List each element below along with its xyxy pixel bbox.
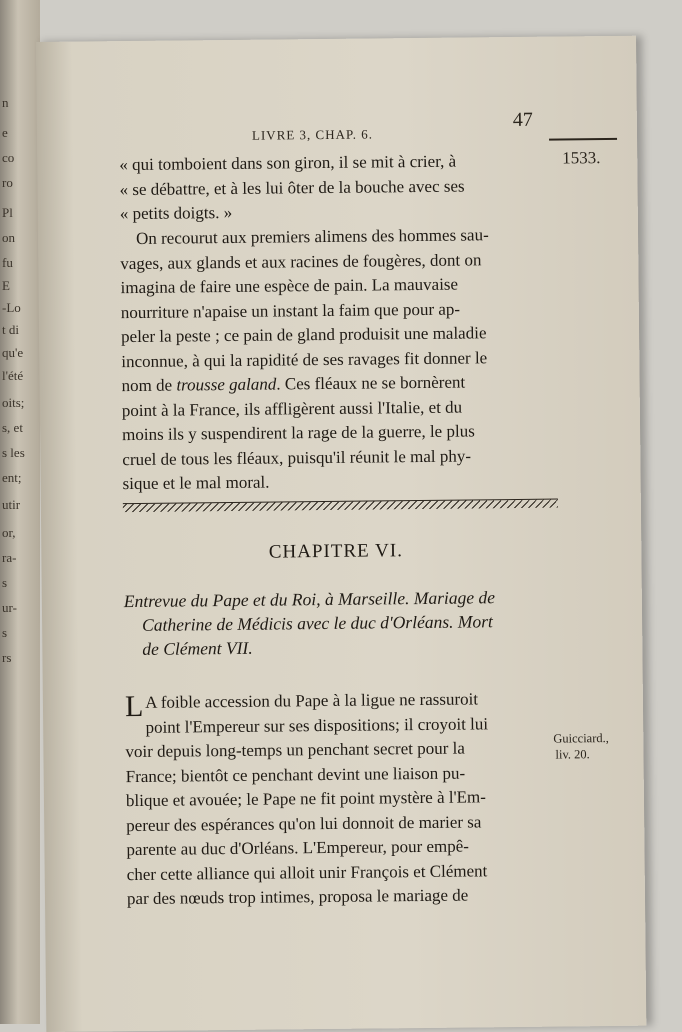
facing-page-fragment: oits; — [2, 395, 25, 410]
chapter-body — [125, 687, 552, 912]
facing-page-fragment: l'été — [2, 368, 24, 383]
text-span: . Ces fléaux ne se bornèrent — [276, 372, 466, 394]
facing-page-fragment: s, et — [2, 420, 23, 435]
facing-page-fragment: ent; — [2, 470, 22, 485]
text-line: « qui tomboient dans son giron, il se mit à crier, à — [119, 151, 457, 175]
facing-page-fragment: co — [2, 150, 15, 165]
text-line: moins ils y suspendirent la rage de la guerre, le plus — [122, 421, 475, 445]
summary-line: Catherine de Médicis avec le duc d'Orléans. Mort — [142, 611, 493, 635]
page-number: 47 — [512, 108, 533, 132]
margin-year: 1533. — [562, 148, 601, 168]
text-line: sique et le mal moral. — [122, 472, 270, 494]
facing-page-edge — [0, 0, 40, 1024]
text-span: A foible accession du Pape à la ligue ne rassuroit — [145, 689, 479, 712]
text-line: On recourut aux premiers alimens des hommes sau- — [135, 225, 489, 248]
facing-page-fragment: s — [2, 575, 8, 590]
disease-name: trousse galand — [176, 374, 277, 395]
chapter-title: CHAPITRE VI. — [268, 540, 404, 563]
facing-page-fragment: ro — [2, 175, 13, 190]
facing-page-fragment: utir — [2, 497, 21, 512]
text-line: point l'Empereur sur ses dispositions; il croyoit lui — [145, 713, 489, 737]
facing-page-fragment: on — [2, 230, 15, 245]
running-head: LIVRE 3, CHAP. 6. — [251, 126, 374, 143]
text-line: parente au duc d'Orléans. L'Empereur, pour empê- — [126, 836, 470, 860]
marginal-citation — [553, 730, 609, 763]
text-line: blique et avouée; le Pape ne fit point mystère à l'Em- — [125, 787, 486, 811]
facing-page-fragment: or, — [2, 525, 16, 540]
text-line: « petits doigts. » — [119, 202, 233, 224]
facing-page-fragment: fu — [2, 255, 13, 270]
facing-page-fragment: s les — [2, 445, 25, 460]
summary-line: de Clément VII. — [142, 637, 253, 659]
text-line: France; bientôt ce penchant devint une liaison pu- — [125, 763, 466, 786]
facing-page-fragment: n — [2, 95, 9, 110]
facing-page-fragment: E — [2, 278, 10, 293]
text-line: imagina de faire une espèce de pain. La mauvaise — [120, 274, 459, 298]
facing-page-fragment: qu'e — [2, 345, 24, 360]
citation-line: Guicciard., — [553, 731, 609, 746]
facing-page-fragment: t di — [2, 322, 19, 337]
text-line: voir depuis long-temps un penchant secret pour la — [125, 738, 465, 762]
facing-page-fragment: Pl — [2, 205, 13, 220]
text-line: cruel de tous les fléaux, puisqu'il réunit le mal phy- — [122, 445, 472, 469]
text-line: pereur des espérances qu'on lui donnoit de marier sa — [126, 811, 482, 835]
text-line: inconnue, à qui la rapidité de ses ravages fit donner le — [121, 347, 488, 371]
facing-page-fragment: -Lo — [2, 300, 21, 315]
text-line: vages, aux glands et aux racines de fougères, dont on — [120, 249, 482, 273]
text-line: nourriture n'apaise un instant la faim que pour ap- — [120, 299, 461, 322]
facing-page-fragment: e — [2, 125, 8, 140]
text-line: point à la France, ils affligèrent aussi l'Italie, et du — [121, 397, 463, 420]
book-page — [36, 36, 646, 1032]
facing-page-fragment: s — [2, 625, 8, 640]
paragraph-quote — [119, 149, 545, 227]
text-line: peler la peste ; ce pain de gland produisit une maladie — [120, 323, 487, 347]
margin-rule — [549, 138, 617, 141]
paragraph-famine — [120, 223, 548, 497]
ornamental-rule — [123, 499, 558, 513]
facing-page-fragment: rs — [2, 650, 12, 665]
chapter-summary — [124, 585, 565, 662]
text-line: cher cette alliance qui alloit unir François et Clément — [126, 860, 488, 884]
text-line: par des nœuds trop intimes, proposa le mariage de — [126, 885, 469, 909]
text-line: « se débattre, et à les lui ôter de la bouche avec ses — [119, 176, 465, 199]
citation-line: liv. 20. — [555, 747, 590, 762]
facing-page-fragment: ur- — [2, 600, 17, 615]
summary-line: Entrevue du Pape et du Roi, à Marseille. Mariage de — [123, 587, 496, 612]
text-span: nom de — [121, 375, 177, 396]
drop-cap: L — [124, 689, 144, 724]
facing-page-fragment: ra- — [2, 550, 17, 565]
